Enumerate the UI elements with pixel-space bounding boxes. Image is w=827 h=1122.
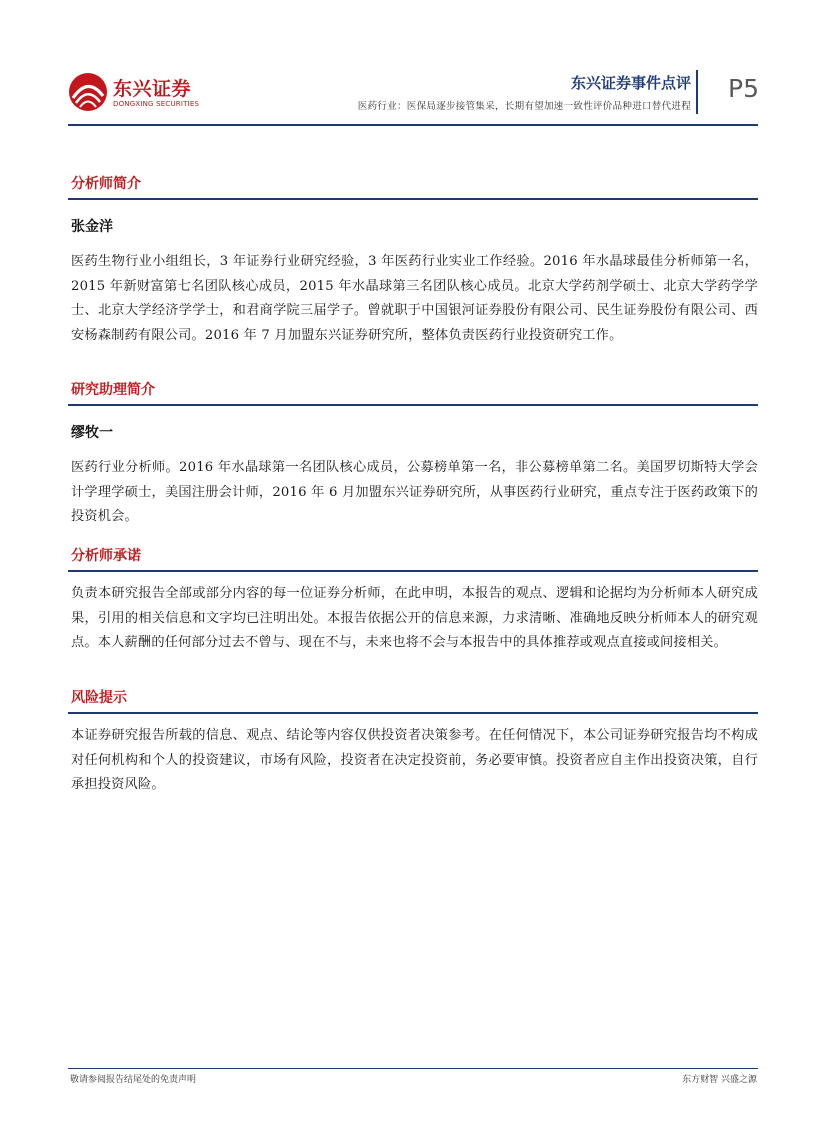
report-subtitle: 医药行业：医保局逐步接管集采，长期有望加速一致性评价品种进口替代进程 bbox=[357, 101, 691, 112]
analyst-name: 张金洋 bbox=[71, 219, 113, 235]
page-number: P5 bbox=[728, 74, 759, 103]
section-title: 研究助理简介 bbox=[68, 380, 758, 406]
assistant-bio: 医药行业分析师。2016 年水晶球第一名团队核心成员，公募榜单第一名，非公募榜单第二名。美国罗切斯特大学会计学理学硕士，美国注册会计师，2016 年 6 月加盟东兴证券研究所，从事医药行业研究，重点专注于医药政策下的投资机会。 bbox=[71, 460, 758, 525]
logo-text: 东兴证券 bbox=[113, 78, 192, 100]
page-header bbox=[0, 0, 827, 128]
assistant-name: 缪牧一 bbox=[71, 425, 113, 441]
commitment-text: 负责本研究报告全部或部分内容的每一位证券分析师，在此申明，本报告的观点、逻辑和论据均为分析师本人研究成果，引用的相关信息和文字均已注明出处。本报告依据公开的信息来源，力求清晰、准确地反映分析师本人的研究观点。本人薪酬的任何部分过去不曾与、现在不与，未来也将不会与本报告中的具体推荐或观点直接或间接相关。 bbox=[71, 586, 758, 651]
footer-disclaimer: 敬请参阅报告结尾处的免责声明 bbox=[70, 1075, 197, 1085]
footer-slogan: 东方财智 兴盛之源 bbox=[682, 1075, 757, 1085]
risk-warning-section bbox=[68, 688, 758, 798]
dongxing-logo-icon bbox=[68, 72, 108, 112]
analyst-bio: 医药生物行业小组组长，3 年证券行业研究经验，3 年医药行业实业工作经验。2016 年水晶球最佳分析师第一名，2015 年新财富第七名团队核心成员，2015 年水晶球第三名团队核心成员。北京大学药剂学硕士、北京大学药学学士、北京大学经济学学士，和君商学院三届学子。曾就职于中国银河证券股份有限公司、民生证券股份有限公司、西安杨森制药有限公司。2016 年 7 月加盟东兴证券研究所，整体负责医药行业投资研究工作。 bbox=[71, 254, 758, 343]
section-title: 分析师承诺 bbox=[68, 546, 758, 572]
header-rule bbox=[68, 124, 758, 126]
risk-text: 本证券研究报告所载的信息、观点、结论等内容仅供投资者决策参考。在任何情况下，本公司证券研究报告均不构成对任何机构和个人的投资建议，市场有风险，投资者在决定投资前，务必要审慎。投资者应自主作出投资决策，自行承担投资风险。 bbox=[71, 728, 758, 793]
section-title: 分析师简介 bbox=[68, 174, 758, 200]
company-logo bbox=[68, 72, 208, 116]
footer-rule bbox=[68, 1068, 758, 1069]
analyst-commitment-section bbox=[68, 546, 758, 656]
header-divider bbox=[696, 70, 698, 114]
assistant-profile-section bbox=[68, 380, 758, 530]
analyst-profile-section bbox=[68, 174, 758, 348]
section-title: 风险提示 bbox=[68, 688, 758, 714]
report-type: 东兴证券事件点评 bbox=[570, 74, 691, 92]
logo-english-text: DONGXING SECURITIES bbox=[113, 100, 200, 108]
